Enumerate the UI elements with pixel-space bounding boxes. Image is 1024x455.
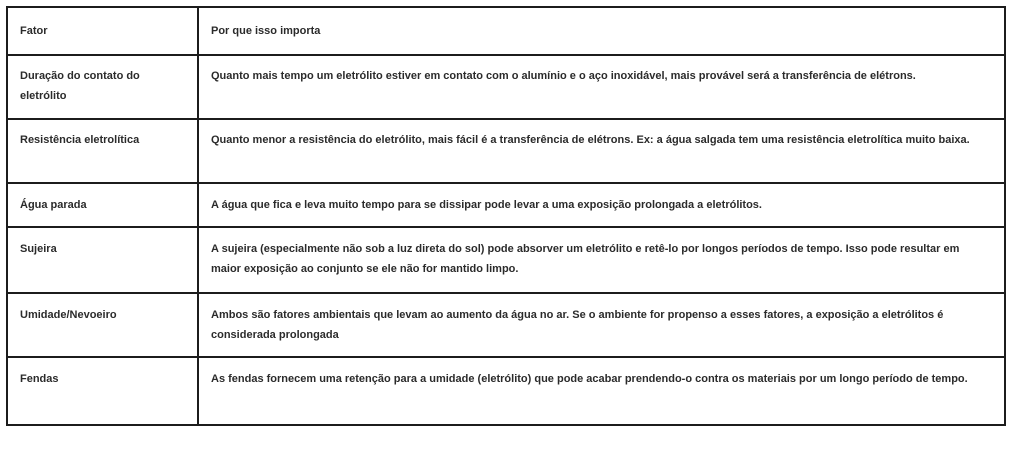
table-row	[7, 183, 1005, 227]
row-importa-cell: Quanto mais tempo um eletrólito estiver em contato com o alumínio e o aço inoxidável, mais provável será a transferência de elétrons.	[198, 55, 1005, 119]
row-fator-cell: Resistência eletrolítica	[7, 119, 198, 183]
row-fator-cell: Fendas	[7, 357, 198, 425]
header-por-que-importa: Por que isso importa	[198, 7, 1005, 55]
row-importa-cell: As fendas fornecem uma retenção para a umidade (eletrólito) que pode acabar prendendo-o contra os materiais por um longo período de tempo.	[198, 357, 1005, 425]
row-importa-cell: Ambos são fatores ambientais que levam ao aumento da água no ar. Se o ambiente for propenso a esses fatores, a exposição a eletrólitos é considerada prolongada	[198, 293, 1005, 357]
table-header-row	[7, 7, 1005, 55]
row-importa-cell: A sujeira (especialmente não sob a luz direta do sol) pode absorver um eletrólito e retê-lo por longos períodos de tempo. Isso pode resultar em maior exposição ao conjunto se ele não for mantido limpo.	[198, 227, 1005, 293]
factors-table-container	[6, 6, 1004, 426]
table-row	[7, 293, 1005, 357]
row-fator-cell: Sujeira	[7, 227, 198, 293]
row-fator-cell: Umidade/Nevoeiro	[7, 293, 198, 357]
row-fator-cell: Água parada	[7, 183, 198, 227]
table-row	[7, 227, 1005, 293]
table-row	[7, 119, 1005, 183]
factors-table	[6, 6, 1006, 426]
row-importa-cell: Quanto menor a resistência do eletrólito, mais fácil é a transferência de elétrons. Ex: a água salgada tem uma resistência eletrolítica muito baixa.	[198, 119, 1005, 183]
row-importa-cell: A água que fica e leva muito tempo para se dissipar pode levar a uma exposição prolongada a eletrólitos.	[198, 183, 1005, 227]
table-row	[7, 55, 1005, 119]
row-fator-cell: Duração do contato do eletrólito	[7, 55, 198, 119]
header-fator: Fator	[7, 7, 198, 55]
table-row	[7, 357, 1005, 425]
